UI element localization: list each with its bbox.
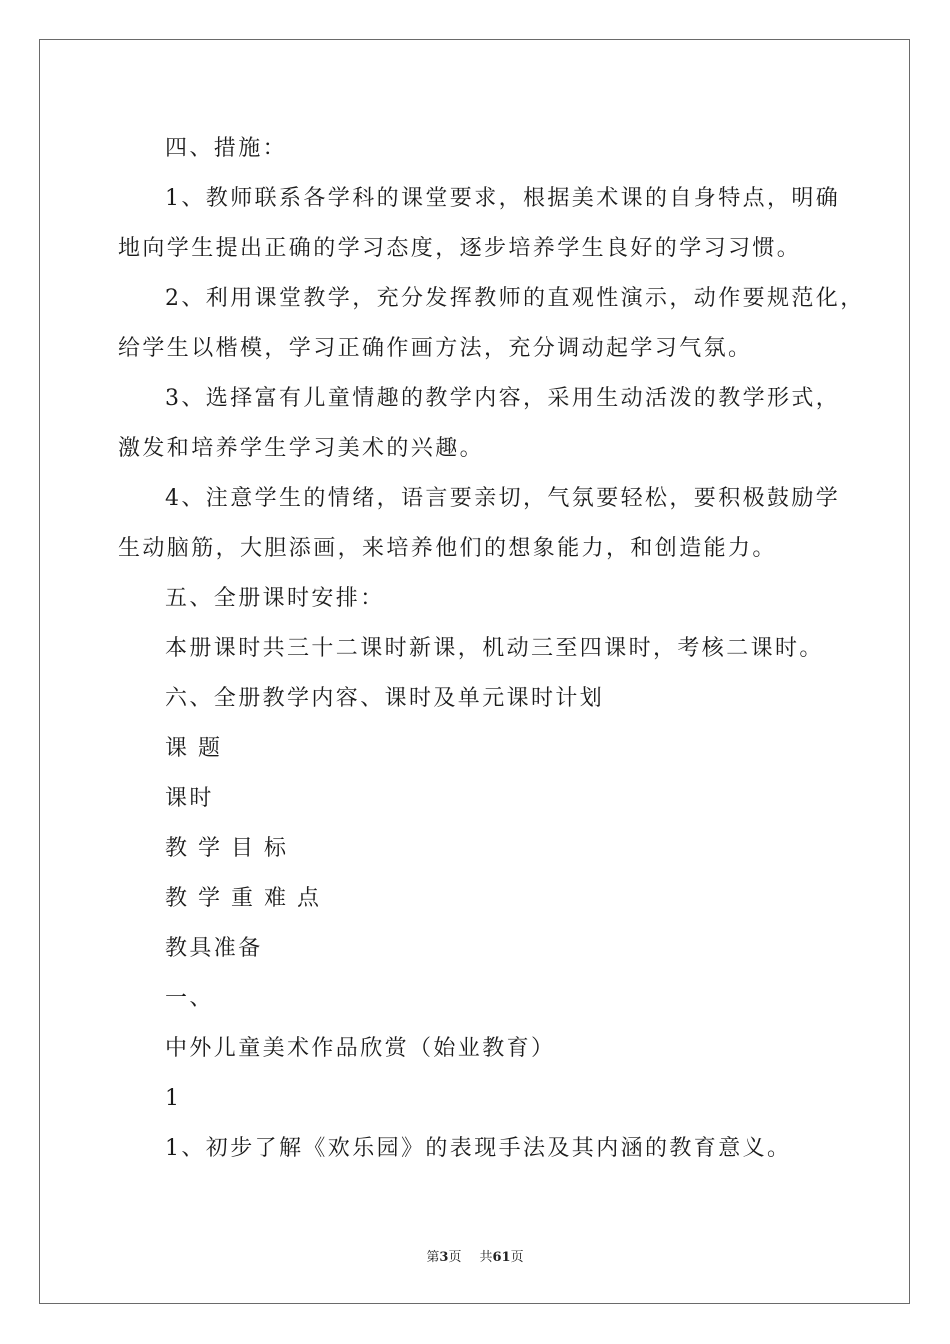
paragraph-3-line-1: 3、选择富有儿童情趣的教学内容，采用生动活泼的教学形式，	[165, 386, 841, 411]
paragraph-2-line-1: 2、利用课堂教学，充分发挥教师的直观性演示，动作要规范化，	[165, 286, 865, 311]
paragraph-2-line-2: 给学生以楷模，学习正确作画方法，充分调动起学习气氛。	[118, 336, 753, 361]
page-border	[39, 39, 910, 1304]
page-number: 3	[439, 1250, 449, 1265]
schedule-text: 本册课时共三十二课时新课，机动三至四课时，考核二课时。	[165, 636, 824, 661]
total-suffix: 页	[510, 1250, 524, 1265]
unit-hours: 1	[165, 1086, 182, 1111]
paragraph-4-line-2: 生动脑筋，大胆添画，来培养他们的想象能力，和创造能力。	[118, 536, 777, 561]
section-heading-schedule: 五、全册课时安排：	[165, 586, 385, 611]
page-prefix: 第	[426, 1250, 440, 1265]
unit-title: 中外儿童美术作品欣赏（始业教育）	[165, 1036, 556, 1061]
page-suffix: 页	[448, 1250, 462, 1265]
column-label-topic: 课题	[165, 736, 232, 761]
column-label-key-points: 教学重难点	[165, 886, 331, 911]
total-pages: 61	[492, 1250, 511, 1265]
column-label-materials: 教具准备	[165, 936, 263, 961]
section-heading-plan: 六、全册教学内容、课时及单元课时计划	[165, 686, 605, 711]
column-label-hours: 课时	[165, 786, 214, 811]
paragraph-4-line-1: 4、注意学生的情绪，语言要亲切，气氛要轻松，要积极鼓励学	[165, 486, 841, 511]
column-label-goals: 教学目标	[165, 836, 298, 861]
section-heading-measures: 四、措施：	[165, 136, 288, 161]
total-prefix: 共	[479, 1250, 493, 1265]
unit-goal-1: 1、初步了解《欢乐园》的表现手法及其内涵的教育意义。	[165, 1136, 792, 1161]
unit-number: 一、	[165, 986, 214, 1011]
paragraph-3-line-2: 激发和培养学生学习美术的兴趣。	[118, 436, 485, 461]
page-footer	[0, 1249, 950, 1267]
paragraph-1-line-2: 地向学生提出正确的学习态度，逐步培养学生良好的学习习惯。	[118, 236, 802, 261]
paragraph-1-line-1: 1、教师联系各学科的课堂要求，根据美术课的自身特点，明确	[165, 186, 841, 211]
